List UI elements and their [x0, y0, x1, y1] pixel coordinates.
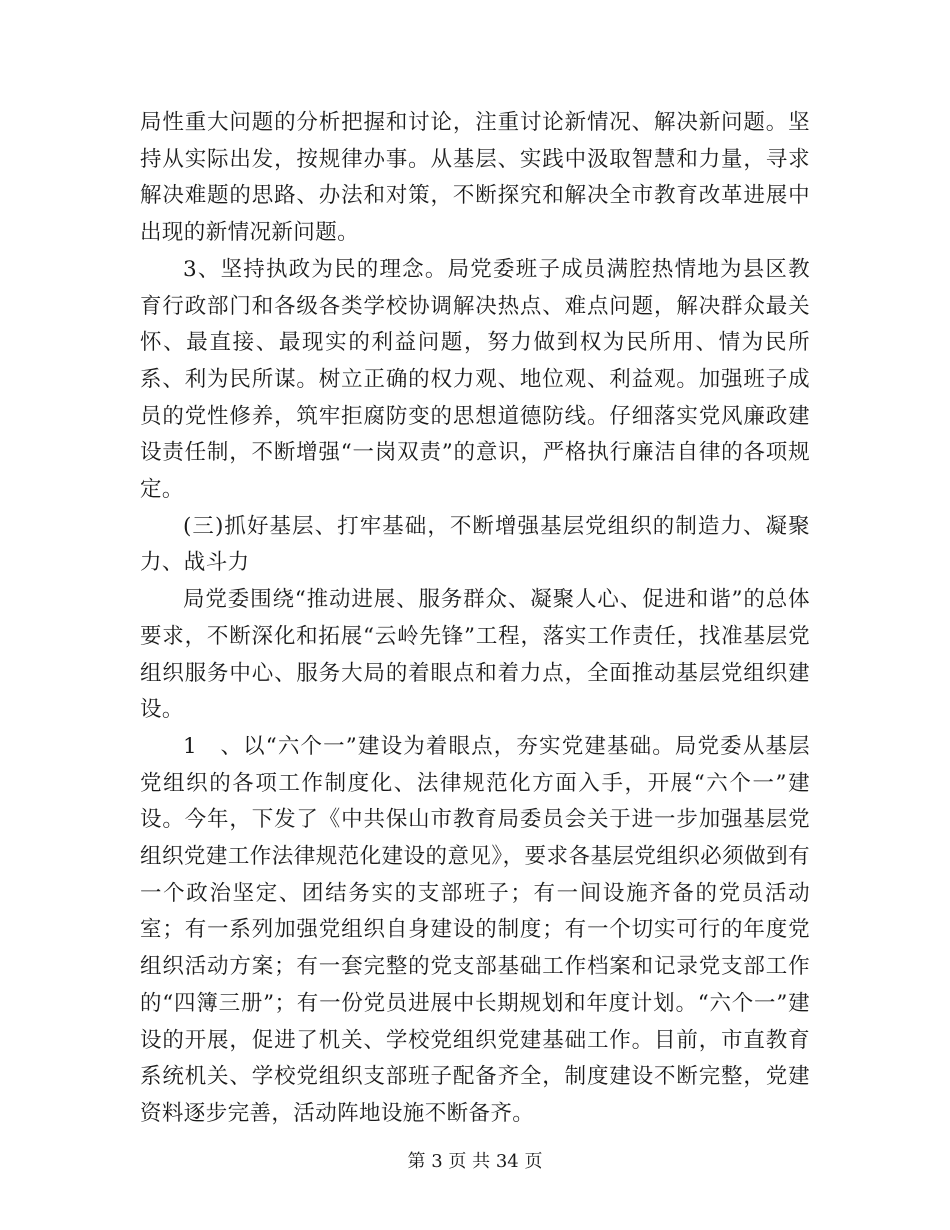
paragraph-1: 局性重大问题的分析把握和讨论，注重讨论新情况、解决新问题。坚持从实际出发，按规律办事。从基层、实践中汲取智慧和力量，寻求解决难题的思路、办法和对策，不断探究和解决全市教育改革进展中出现的新情况新问题。	[140, 110, 810, 246]
paragraph-3-heading: (三)抓好基层、打牢基础，不断增强基层党组织的制造力、凝聚力、战斗力	[140, 513, 810, 576]
paragraph-5: 1 、以“六个一”建设为着眼点，夯实党建基础。局党委从基层党组织的各项工作制度化、法律规范化方面入手，开展“六个一”建设。今年，下发了《中共保山市教育局委员会关于进一步加强基层党组织党建工作法律规范化建设的意见》，要求各基层党组织必须做到有一个政治坚定、团结务实的支部班子；有一间设施齐备的党员活动室；有一系列加强党组织自身建设的制度；有一个切实可行的年度党组织活动方案；有一套完整的党支部基础工作档案和记录党支部工作的“四簿三册”；有一份党员进展中长期规划和年度计划。“六个一”建设的开展，促进了机关、学校党组织党建基础工作。目前，市直教育系统机关、学校党组织支部班子配备齐全，制度建设不断完整，党建资料逐步完善，活动阵地设施不断备齐。	[140, 733, 810, 1126]
paragraph-2: 3、坚持执政为民的理念。局党委班子成员满腔热情地为县区教育行政部门和各级各类学校协调解决热点、难点问题，解决群众最关怀、最直接、最现实的利益问题，努力做到权为民所用、情为民所系、利为民所谋。树立正确的权力观、地位观、利益观。加强班子成员的党性修养，筑牢拒腐防变的思想道德防线。仔细落实党风廉政建设责任制，不断增强“一岗双责”的意识，严格执行廉洁自律的各项规定。	[140, 256, 810, 503]
document-body	[140, 105, 810, 1133]
paragraph-4: 局党委围绕“推动进展、服务群众、凝聚人心、促进和谐”的总体要求，不断深化和拓展“云岭先锋”工程，落实工作责任，找准基层党组织服务中心、服务大局的着眼点和着力点，全面推动基层党组织建设。	[140, 587, 810, 723]
page-number-footer: 第 3 页 共 34 页	[407, 1151, 543, 1172]
